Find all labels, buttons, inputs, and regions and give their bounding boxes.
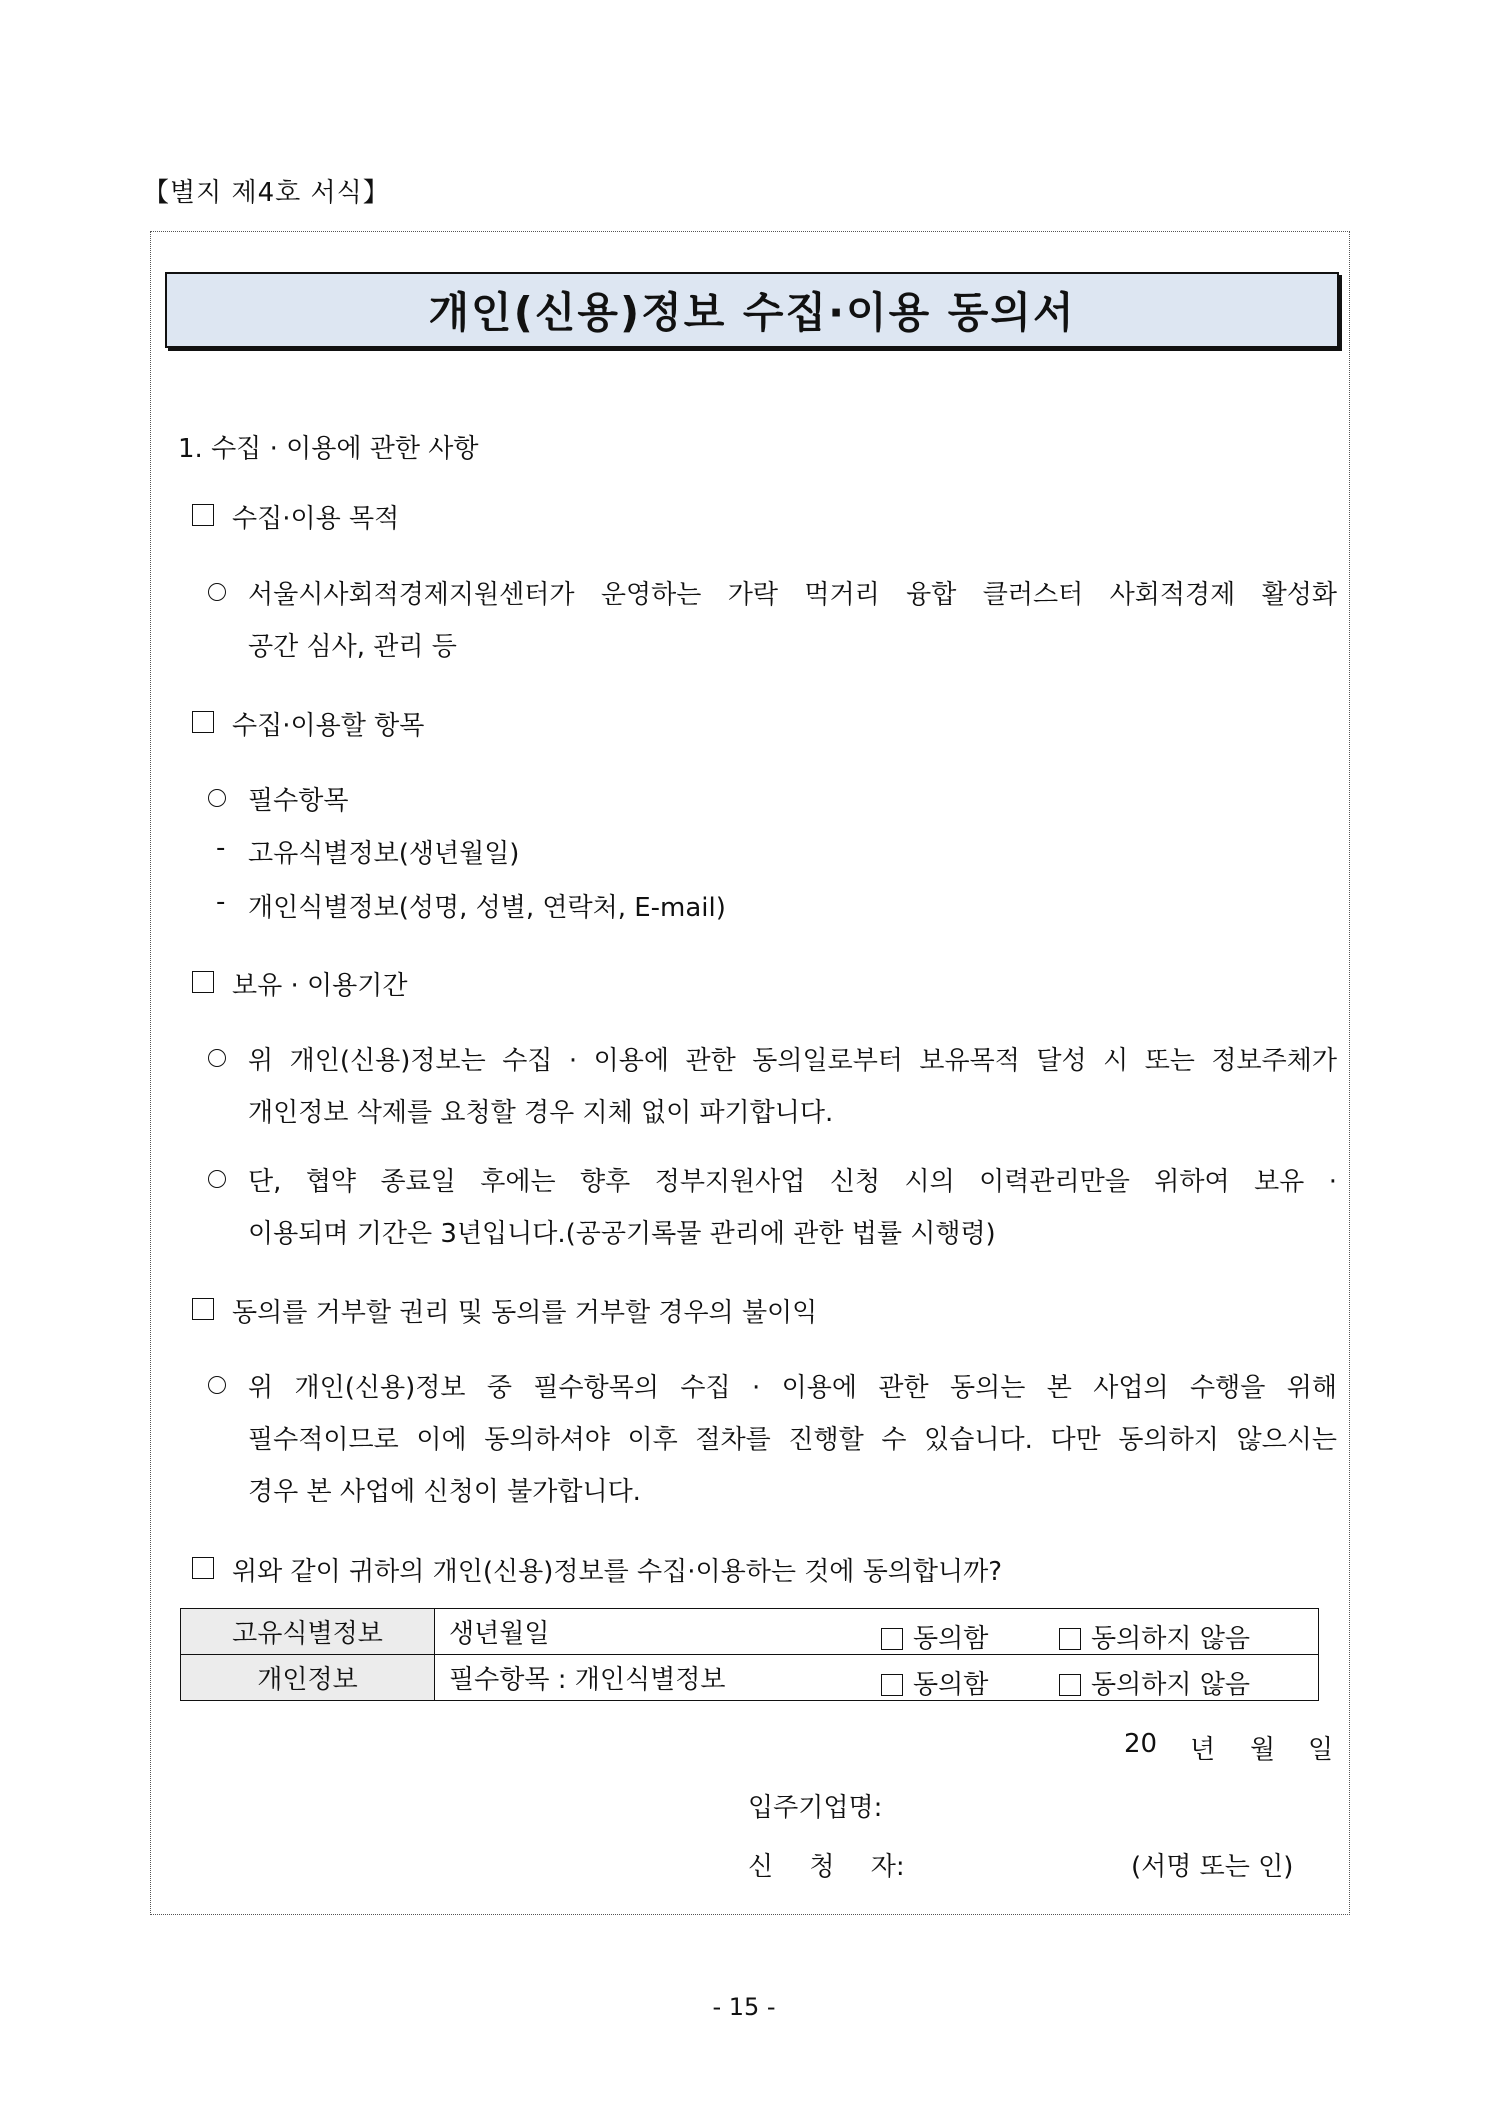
agree-checkbox[interactable] bbox=[881, 1674, 903, 1696]
dash-bullet: - bbox=[216, 833, 226, 863]
disagree-option[interactable] bbox=[1059, 1664, 1250, 1701]
purpose-heading: 수집·이용 목적 bbox=[232, 504, 400, 534]
row-label: 고유식별정보 bbox=[181, 1609, 435, 1655]
refusal-line1: 위 개인(신용)정보 중 필수항목의 수집 · 이용에 관한 동의는 본 사업의 수행을 위해 bbox=[248, 1373, 1337, 1403]
disagree-label: 동의하지 않음 bbox=[1091, 1624, 1250, 1654]
checkbox-square-icon bbox=[192, 504, 214, 526]
dash-bullet: - bbox=[216, 887, 226, 917]
purpose-text-line1: 서울시사회적경제지원센터가 운영하는 가락 먹거리 융합 클러스터 사회적경제 활성화 bbox=[248, 580, 1337, 610]
row-content bbox=[435, 1609, 1319, 1655]
consent-question: 위와 같이 귀하의 개인(신용)정보를 수집·이용하는 것에 동의합니까? bbox=[232, 1557, 1003, 1587]
row-label: 개인정보 bbox=[181, 1655, 435, 1701]
retention-b1-line1: 위 개인(신용)정보는 수집 · 이용에 관한 동의일로부터 보유목적 달성 시 또는 정보주체가 bbox=[248, 1046, 1337, 1076]
refusal-line3: 경우 본 사업에 신청이 불가합니다. bbox=[248, 1477, 641, 1507]
agree-checkbox[interactable] bbox=[881, 1628, 903, 1650]
form-label: 【별지 제4호 서식】 bbox=[143, 178, 390, 208]
disagree-option[interactable] bbox=[1059, 1618, 1250, 1655]
date-day-label: 일 bbox=[1308, 1735, 1334, 1765]
items-heading: 수집·이용할 항목 bbox=[232, 711, 425, 741]
checkbox-square-icon bbox=[192, 971, 214, 993]
refusal-line2: 필수적이므로 이에 동의하셔야 이후 절차를 진행할 수 있습니다. 다만 동의하지 않으시는 bbox=[248, 1425, 1337, 1455]
retention-b1-line2: 개인정보 삭제를 요청할 경우 지체 없이 파기합니다. bbox=[248, 1098, 834, 1128]
date-year-label: 년 bbox=[1190, 1735, 1216, 1765]
date-year[interactable]: 20 bbox=[1124, 1729, 1158, 1759]
agree-option[interactable] bbox=[881, 1664, 988, 1701]
row-item: 필수항목 : 개인식별정보 bbox=[449, 1665, 726, 1695]
required-items-label: 필수항목 bbox=[248, 786, 349, 816]
agree-label: 동의함 bbox=[913, 1670, 989, 1700]
disagree-checkbox[interactable] bbox=[1059, 1628, 1081, 1650]
purpose-text-line2: 공간 심사, 관리 등 bbox=[248, 632, 457, 662]
bullet-circle-icon bbox=[208, 583, 226, 601]
item-2: 개인식별정보(성명, 성별, 연락처, E-mail) bbox=[248, 893, 726, 923]
disagree-label: 동의하지 않음 bbox=[1091, 1670, 1250, 1700]
agree-option[interactable] bbox=[881, 1618, 988, 1655]
retention-heading: 보유 · 이용기간 bbox=[232, 971, 408, 1001]
bullet-circle-icon bbox=[208, 1376, 226, 1394]
checkbox-square-icon bbox=[192, 1298, 214, 1320]
table-row bbox=[181, 1655, 1319, 1701]
retention-b2-line2: 이용되며 기간은 3년입니다.(공공기록물 관리에 관한 법률 시행령) bbox=[248, 1219, 996, 1249]
bullet-circle-icon bbox=[208, 1170, 226, 1188]
applicant-label: 신 청 자: bbox=[748, 1852, 905, 1882]
date-month-label: 월 bbox=[1250, 1735, 1276, 1765]
item-1: 고유식별정보(생년월일) bbox=[248, 839, 520, 869]
checkbox-square-icon bbox=[192, 711, 214, 733]
signature-label: (서명 또는 인) bbox=[1131, 1852, 1294, 1882]
disagree-checkbox[interactable] bbox=[1059, 1674, 1081, 1696]
retention-b2-line1: 단, 협약 종료일 후에는 향후 정부지원사업 신청 시의 이력관리만을 위하여 보유 · bbox=[248, 1167, 1337, 1197]
consent-table bbox=[180, 1608, 1319, 1701]
refusal-heading: 동의를 거부할 권리 및 동의를 거부할 경우의 불이익 bbox=[232, 1298, 818, 1328]
page-number: - 15 - bbox=[712, 1993, 776, 2021]
bullet-circle-icon bbox=[208, 789, 226, 807]
company-name-label: 입주기업명: bbox=[748, 1793, 883, 1823]
bullet-circle-icon bbox=[208, 1049, 226, 1067]
row-item: 생년월일 bbox=[449, 1619, 550, 1649]
section-heading: 1. 수집 · 이용에 관한 사항 bbox=[178, 434, 479, 464]
checkbox-square-icon bbox=[192, 1557, 214, 1579]
document-title: 개인(신용)정보 수집·이용 동의서 bbox=[165, 272, 1339, 348]
table-row bbox=[181, 1609, 1319, 1655]
agree-label: 동의함 bbox=[913, 1624, 989, 1654]
row-content bbox=[435, 1655, 1319, 1701]
